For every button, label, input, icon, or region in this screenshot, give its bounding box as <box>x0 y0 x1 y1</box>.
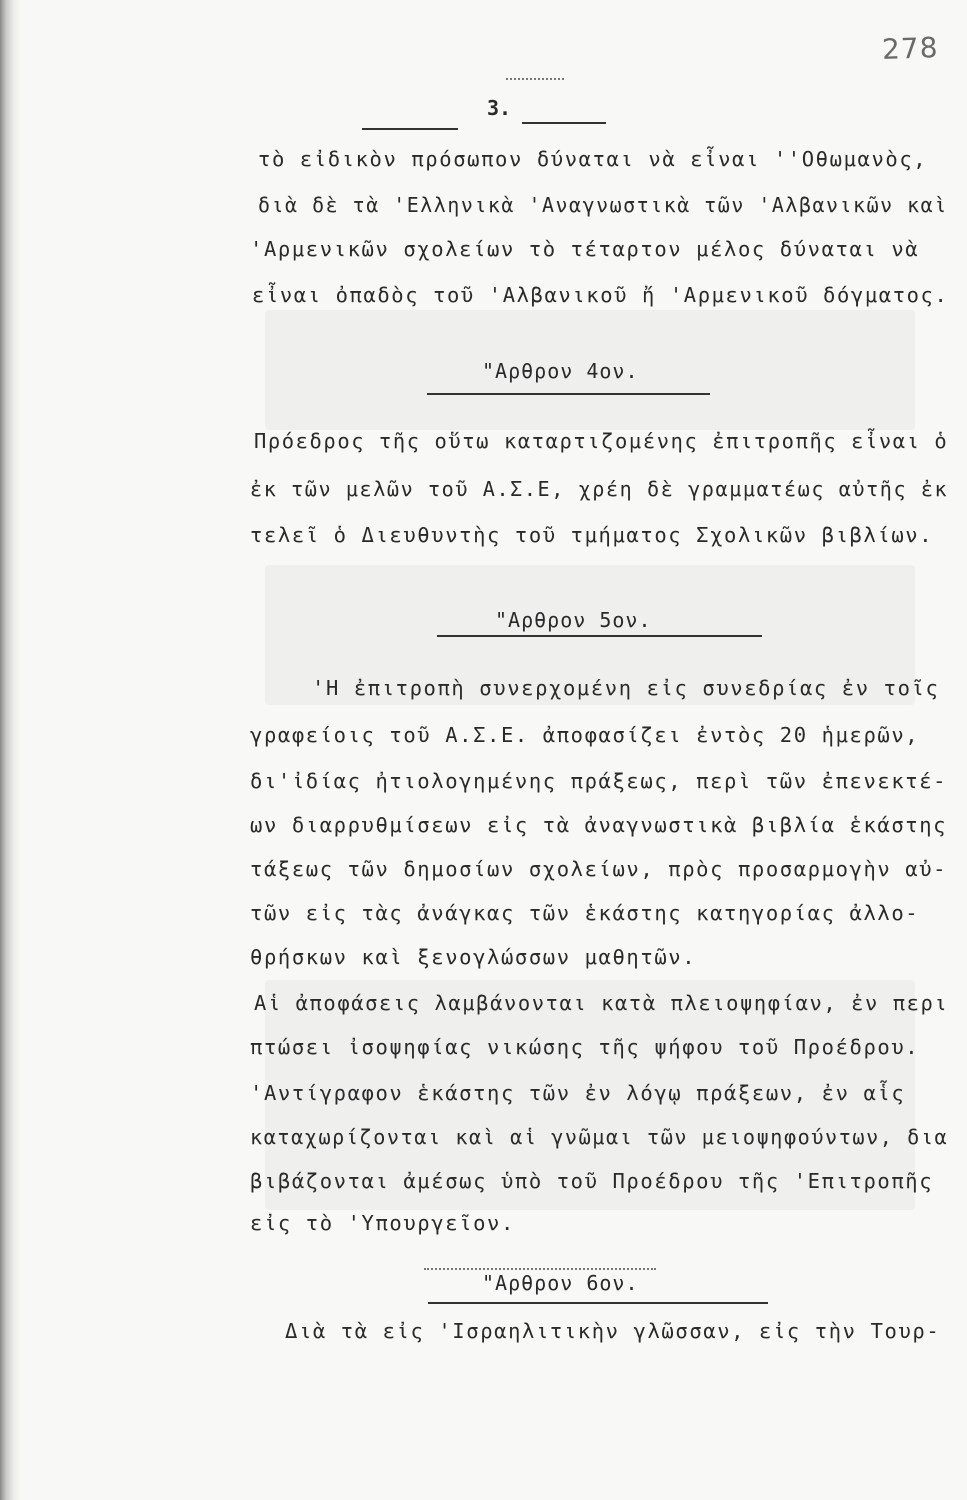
article-6-underline <box>428 1302 768 1304</box>
article-5-underline <box>437 635 762 637</box>
body-line: δι'ἰδίας ἠτιολογημένης πράξεως, περὶ τῶν ἐπενεκτέ- <box>250 769 948 793</box>
article-5-heading: "Αρθρον 5ον. <box>495 608 652 632</box>
body-line: τελεῖ ὁ Διευθυντὴς τοῦ τμήματος Σχολικῶν βιβλίων. <box>250 523 934 547</box>
dotted-separator <box>506 78 564 80</box>
folio-number: 278 <box>881 31 940 66</box>
page-number-rule-left <box>362 128 458 130</box>
body-line: θρήσκων καὶ ξενογλώσσων μαθητῶν. <box>250 945 697 969</box>
body-line: πτώσει ἰσοψηφίας νικώσης τῆς ψήφου τοῦ Προέδρου. <box>250 1035 920 1059</box>
page-binding-edge <box>0 0 22 1500</box>
body-line: ἐκ τῶν μελῶν τοῦ Α.Σ.Ε, χρέη δὲ γραμματέως αὐτῆς ἐκ <box>250 477 949 501</box>
page-number-rule-right <box>522 122 606 124</box>
body-line: 'Αρμενικῶν σχολείων τὸ τέταρτον μέλος δύναται νὰ <box>250 237 920 261</box>
article-4-heading: "Αρθρον 4ον. <box>482 359 639 383</box>
body-line: ων διαρρυθμίσεων εἰς τὰ ἀναγνωστικὰ βιβλία ἑκάστης <box>250 813 948 837</box>
body-line: διὰ δὲ τὰ 'Ελληνικὰ 'Αναγνωστικὰ τῶν 'Αλβανικῶν καὶ <box>258 193 948 217</box>
body-line: 'Αντίγραφον ἑκάστης τῶν ἐν λόγῳ πράξεων, ἐν αἷς <box>250 1081 906 1105</box>
body-line: εἰς τὸ 'Υπουργεῖον. <box>250 1211 515 1235</box>
body-line: βιβάζονται ἀμέσως ὑπὸ τοῦ Προέδρου τῆς 'Επιτροπῆς <box>250 1169 934 1193</box>
body-line: τῶν εἰς τὰς ἀνάγκας τῶν ἑκάστης κατηγορίας ἀλλο- <box>250 901 920 925</box>
page-number: 3. <box>487 96 512 120</box>
article-4-underline <box>427 393 710 395</box>
body-line: Πρόεδρος τῆς οὕτω καταρτιζομένης ἐπιτροπῆς εἶναι ὁ <box>254 429 949 453</box>
article-6-heading: "Αρθρον 6ον. <box>482 1271 639 1295</box>
body-line: τὸ εἰδικὸν πρόσωπον δύναται νὰ εἶναι ''Οθωμανὸς, <box>258 147 928 171</box>
body-line: 'Η ἐπιτροπὴ συνερχομένη εἰς συνεδρίας ἐν τοῖς <box>312 676 940 700</box>
body-line: καταχωρίζονται καὶ αἱ γνῶμαι τῶν μειοψηφούντων, δια <box>250 1125 949 1149</box>
body-line: γραφείοις τοῦ Α.Σ.Ε. ἀποφασίζει ἐντὸς 20 ἡμερῶν, <box>250 723 920 747</box>
body-line: εἶναι ὀπαδὸς τοῦ 'Αλβανικοῦ ἤ 'Αρμενικοῦ δόγματος. <box>252 283 949 307</box>
body-line: Διὰ τὰ εἰς 'Ισραηλιτικὴν γλῶσσαν, εἰς τὴν Τουρ- <box>285 1319 941 1343</box>
body-line: τάξεως τῶν δημοσίων σχολείων, πρὸς προσαρμογὴν αὐ- <box>250 857 948 881</box>
body-line: Αἱ ἀποφάσεις λαμβάνονται κατὰ πλειοψηφίαν, ἐν περι <box>254 991 949 1015</box>
